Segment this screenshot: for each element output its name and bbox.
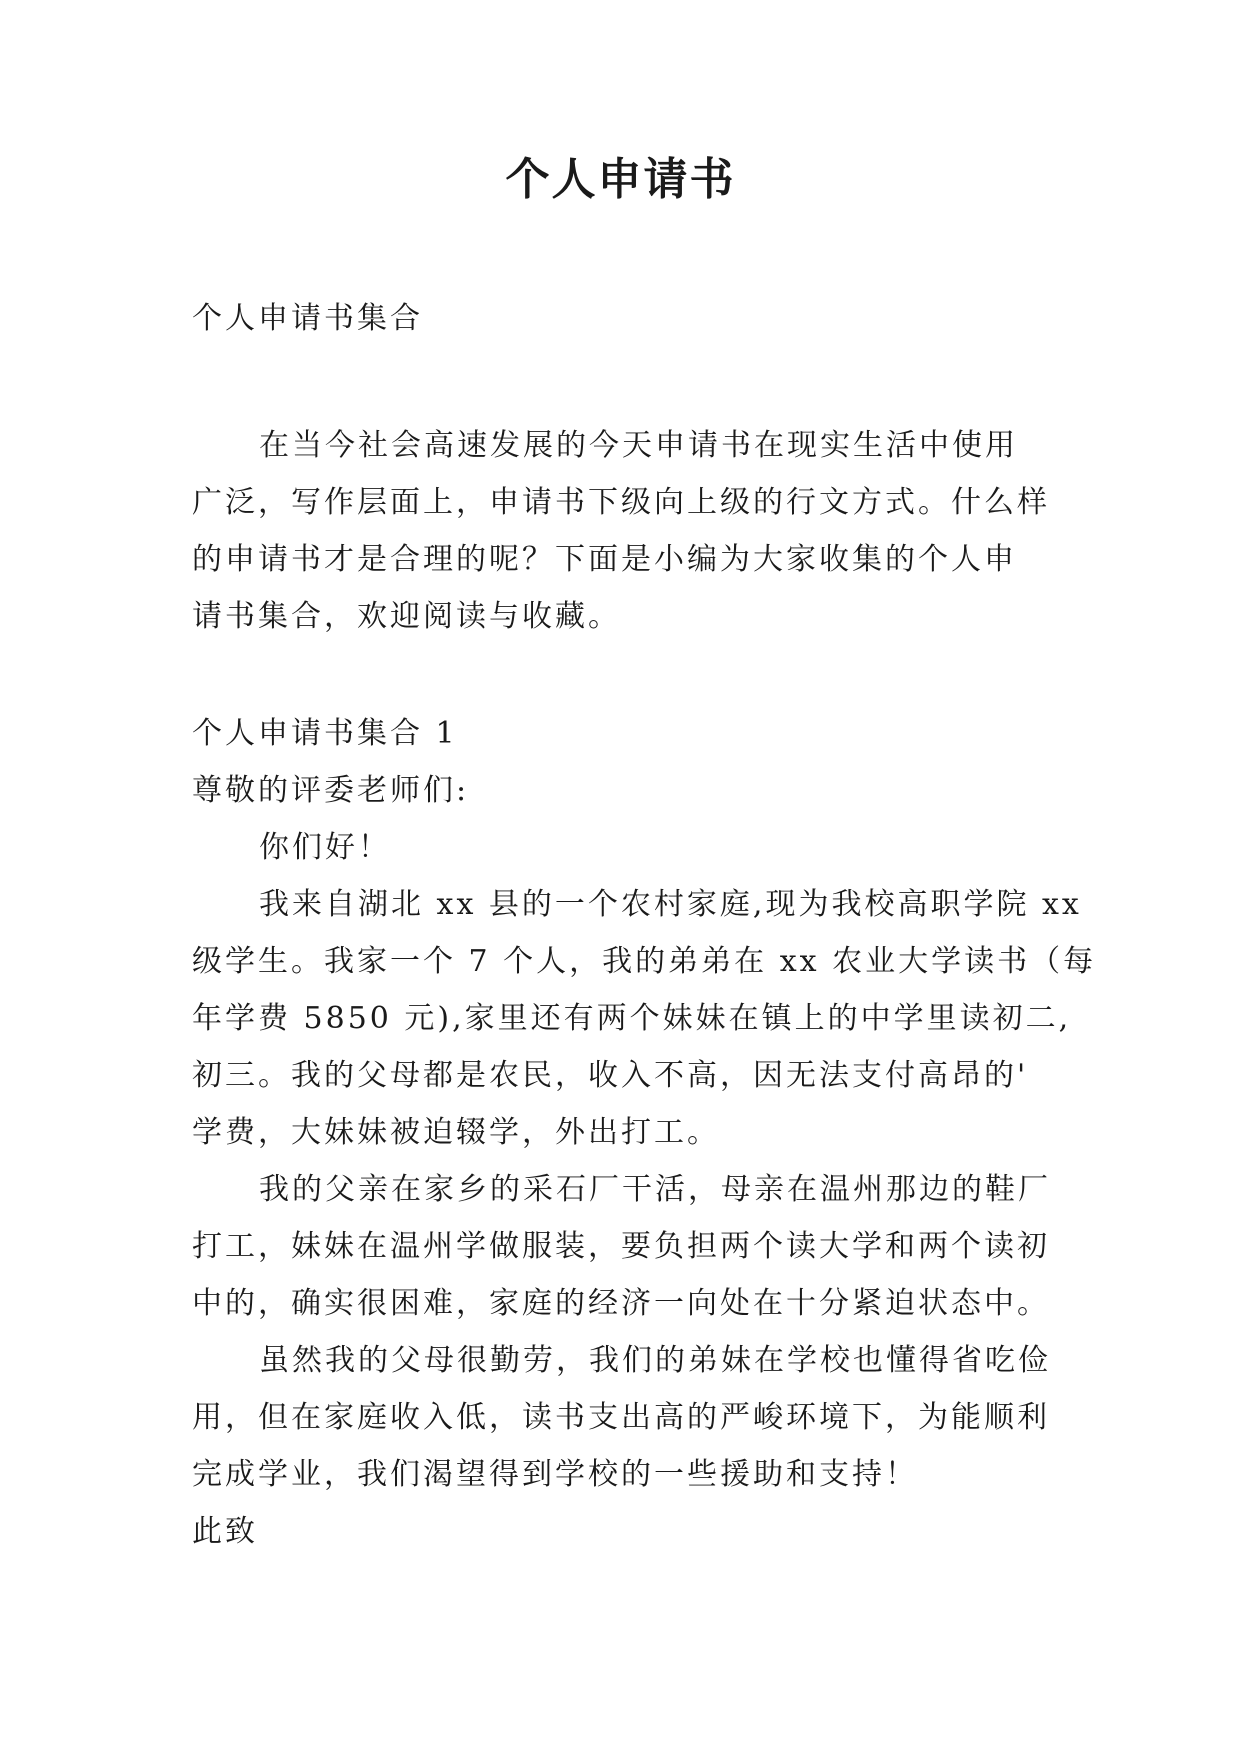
paragraph-line: 年学费 5850 元),家里还有两个妹妹在镇上的中学里读初二, — [192, 1001, 1072, 1036]
intro-line: 广泛，写作层面上，申请书下级向上级的行文方式。什么样 — [192, 485, 1050, 520]
intro-paragraph — [192, 417, 1052, 645]
spacer — [192, 347, 1052, 417]
document-body — [192, 290, 1097, 1560]
paragraph-line: 学费，大妹妹被迫辍学，外出打工。 — [192, 1115, 720, 1150]
intro-line: 请书集合，欢迎阅读与收藏。 — [192, 599, 621, 634]
intro-line: 的申请书才是合理的呢？下面是小编为大家收集的个人申 — [192, 542, 1017, 577]
intro-line: 在当今社会高速发展的今天申请书在现实生活中使用 — [259, 428, 1018, 463]
spacer — [192, 645, 1052, 705]
salutation: 尊敬的评委老师们: — [192, 773, 470, 808]
section-heading: 个人申请书集合 1 — [192, 716, 458, 751]
paragraph-1 — [192, 876, 1097, 1161]
paragraph-line: 级学生。我家一个 7 个人，我的弟弟在 xx 农业大学读书（每 — [192, 944, 1097, 979]
document-subtitle: 个人申请书集合 — [192, 301, 423, 336]
paragraph-line: 我的父亲在家乡的采石厂干活，母亲在温州那边的鞋厂 — [259, 1172, 1051, 1207]
document-title: 个人申请书 — [505, 154, 736, 205]
greeting: 你们好！ — [259, 830, 391, 865]
paragraph-3 — [192, 1332, 1052, 1503]
paragraph-line: 用，但在家庭收入低，读书支出高的严峻环境下，为能顺利 — [192, 1400, 1050, 1435]
paragraph-line: 中的，确实很困难，家庭的经济一向处在十分紧迫状态中。 — [192, 1286, 1050, 1321]
closing: 此致 — [192, 1514, 258, 1549]
paragraph-line: 虽然我的父母很勤劳，我们的弟妹在学校也懂得省吃俭 — [259, 1343, 1051, 1378]
paragraph-line: 初三。我的父母都是农民，收入不高，因无法支付高昂的' — [192, 1058, 1029, 1093]
paragraph-2 — [192, 1161, 1052, 1332]
paragraph-line: 我来自湖北 xx 县的一个农村家庭,现为我校高职学院 xx — [259, 887, 1082, 922]
paragraph-line: 打工，妹妹在温州学做服装，要负担两个读大学和两个读初 — [192, 1229, 1050, 1264]
paragraph-line: 完成学业，我们渴望得到学校的一些援助和支持！ — [192, 1457, 918, 1492]
